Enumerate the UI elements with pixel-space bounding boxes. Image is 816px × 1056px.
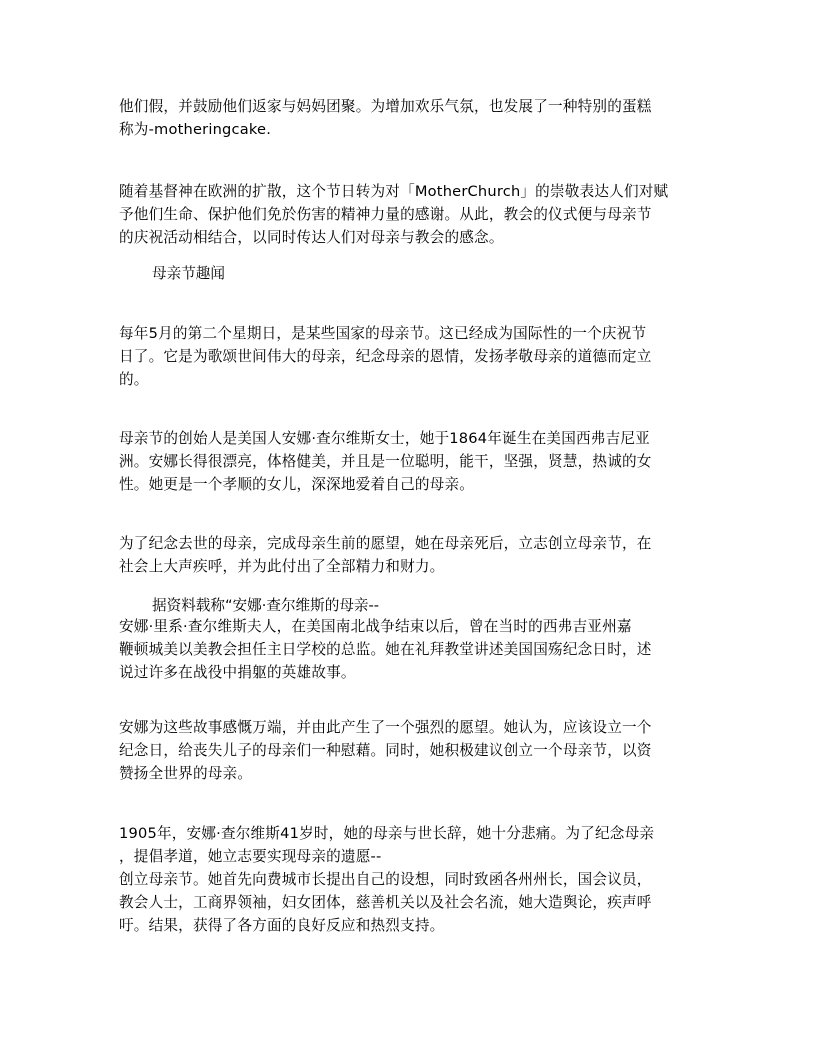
text-line: 教会人士，工商界领袖，妇女团体，慈善机关以及社会名流，她大造舆论，疾声呼 xyxy=(119,894,652,911)
text-line: 日了。它是为歌颂世间伟大的母亲，纪念母亲的恩情，发扬孝敬母亲的道德而定立 xyxy=(119,348,652,365)
paragraph-international-holiday xyxy=(119,322,699,391)
text-line: 安娜·里系·查尔维斯夫人，在美国南北战争结束以后，曾在当时的西弗吉亚州嘉 xyxy=(119,618,632,635)
paragraph-mothering-cake xyxy=(119,95,699,141)
text-line: 予他们生命、保护他们免於伤害的精神力量的感谢。从此，教会的仪式便与母亲节 xyxy=(119,206,652,223)
text-line: ，提倡孝道，她立志要实现母亲的遗愿-- xyxy=(119,848,382,865)
text-line: 赞扬全世界的母亲。 xyxy=(119,765,253,782)
text-line: 为了纪念去世的母亲，完成母亲生前的愿望，她在母亲死后，立志创立母亲节，在 xyxy=(119,535,652,552)
text-line: 纪念日，给丧失儿子的母亲们一种慰藉。同时，她积极建议创立一个母亲节，以资 xyxy=(119,742,652,759)
text-line: 安娜为这些故事感慨万端，并由此产生了一个强烈的愿望。她认为，应该设立一个 xyxy=(119,719,652,736)
paragraph-1905 xyxy=(119,822,699,937)
paragraph-sunday-school xyxy=(119,615,699,684)
text-line: 的。 xyxy=(119,371,149,388)
text-line: 1905年，安娜·查尔维斯41岁时，她的母亲与世长辞，她十分悲痛。为了纪念母亲 xyxy=(119,825,655,842)
text-line: 吁。结果，获得了各方面的良好反应和热烈支持。 xyxy=(119,917,445,934)
paragraph-wish xyxy=(119,716,699,785)
text-line: 性。她更是一个孝顺的女儿，深深地爱着自己的母亲。 xyxy=(119,476,475,493)
paragraph-source-intro: 据资料载称“安娜·查尔维斯的母亲-- xyxy=(152,597,380,614)
text-line: 每年5月的第二个星期日，是某些国家的母亲节。这已经成为国际性的一个庆祝节 xyxy=(119,325,647,342)
text-line: 社会上大声疾呼，并为此付出了全部精力和财力。 xyxy=(119,558,445,575)
text-line: 他们假，并鼓励他们返家与妈妈团聚。为增加欢乐气氛，也发展了一种特别的蛋糕 xyxy=(119,98,652,115)
text-line: 称为-motheringcake. xyxy=(119,121,272,138)
text-line: 说过许多在战役中捐躯的英雄故事。 xyxy=(119,664,356,681)
paragraph-mother-church xyxy=(119,180,699,249)
text-line: 母亲节的创始人是美国人安娜·查尔维斯女士，她于1864年诞生在美国西弗吉尼亚 xyxy=(119,430,650,447)
text-line: 鞭顿城美以美教会担任主日学校的总监。她在礼拜教堂讲述美国国殇纪念日时，述 xyxy=(119,641,652,658)
section-heading: 母亲节趣闻 xyxy=(152,265,225,282)
text-line: 随着基督神在欧洲的扩散，这个节日转为对「MotherChurch」的崇敬表达人们对赋 xyxy=(119,183,669,200)
text-line: 的庆祝活动相结合，以同时传达人们对母亲与教会的感念。 xyxy=(119,229,504,246)
text-line: 创立母亲节。她首先向费城市长提出自己的设想，同时致函各州州长，国会议员， xyxy=(119,871,652,888)
text-line: 洲。安娜长得很漂亮，体格健美，并且是一位聪明，能干，坚强，贤慧，热诚的女 xyxy=(119,453,652,470)
paragraph-commemoration xyxy=(119,532,699,578)
paragraph-founder xyxy=(119,427,699,496)
